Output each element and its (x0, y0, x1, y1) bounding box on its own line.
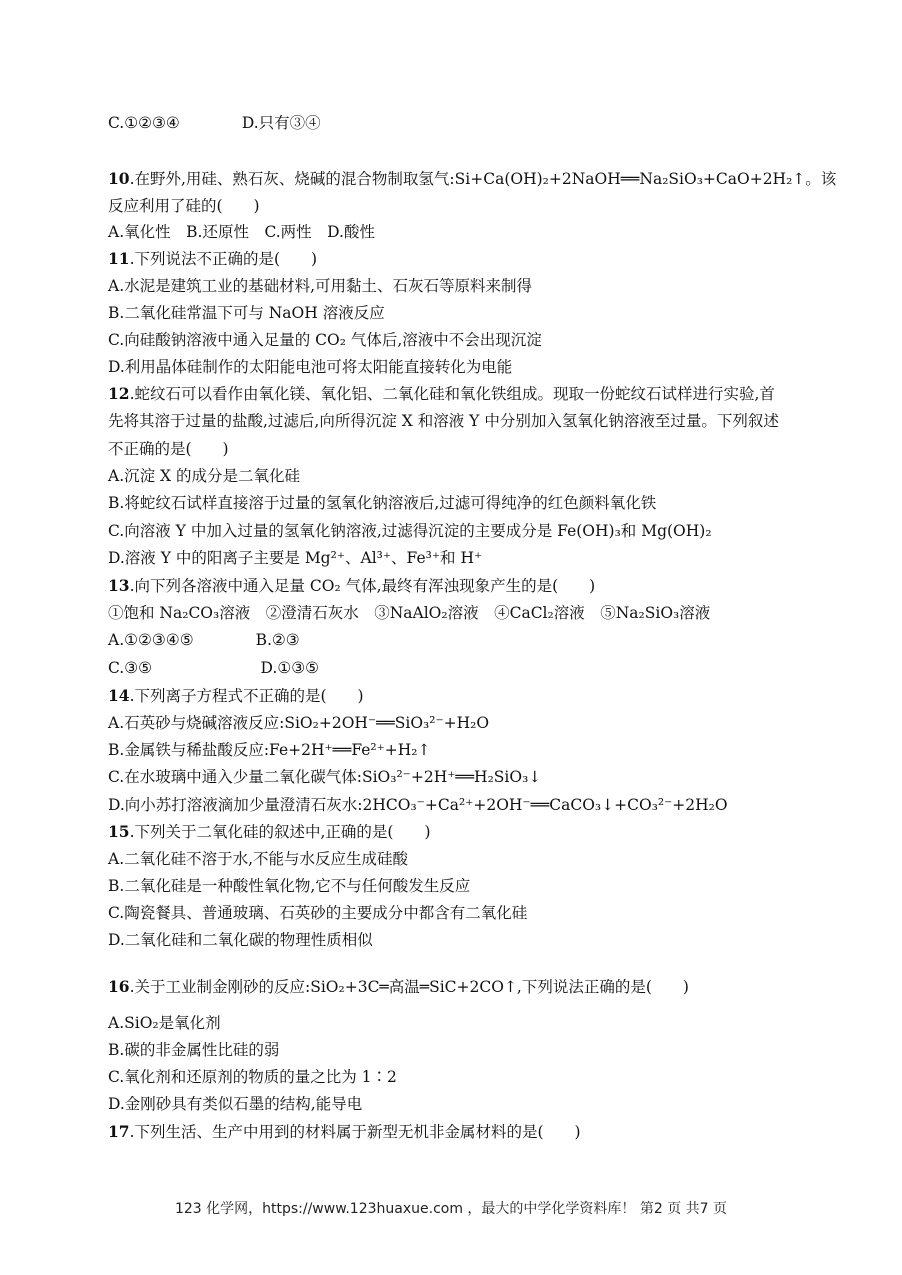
q10-stem-cont: 反应利用了硅的( ) (108, 197, 260, 215)
q10-stem: 10.在野外,用硅、熟石灰、烧碱的混合物制取氢气:Si+Ca(OH)₂+2NaOH══Na₂SiO₃+CaO+2H₂↑。该 (108, 169, 837, 188)
q15-option-d: D.二氧化硅和二氧化碳的物理性质相似 (108, 931, 373, 949)
q13-items: ①饱和 Na₂CO₃溶液 ②澄清石灰水 ③NaAlO₂溶液 ④CaCl₂溶液 ⑤Na₂SiO₃溶液 (108, 604, 711, 622)
q14-option-a: A.石英砂与烧碱溶液反应:SiO₂+2OH⁻══SiO₃²⁻+H₂O (108, 714, 490, 732)
q11-option-b: B.二氧化硅常温下可与 NaOH 溶液反应 (108, 304, 385, 322)
q11-option-c: C.向硅酸钠溶液中通入足量的 CO₂ 气体后,溶液中不会出现沉淀 (108, 331, 542, 349)
q12-stem-cont2: 不正确的是( ) (108, 440, 229, 458)
q16-option-a: A.SiO₂是氧化剂 (108, 1014, 221, 1032)
q16-stem: 16.关于工业制金刚砂的反应:SiO₂+3C═高温═SiC+2CO↑,下列说法正确的是( ) (108, 977, 689, 996)
q16-option-b: B.碳的非金属性比硅的弱 (108, 1041, 280, 1059)
q13-options-cd: C.③⑤ D.①③⑤ (108, 659, 320, 677)
q12-stem-cont1: 先将其溶于过量的盐酸,过滤后,向所得沉淀 X 和溶液 Y 中分别加入氢氧化钠溶液至过量。下列叙述 (108, 412, 779, 430)
q12-option-b: B.将蛇纹石试样直接溶于过量的氢氧化钠溶液后,过滤可得纯净的红色颜料氧化铁 (108, 494, 657, 512)
q15-stem: 15.下列关于二氧化硅的叙述中,正确的是( ) (108, 822, 431, 841)
q14-option-b: B.金属铁与稀盐酸反应:Fe+2H⁺══Fe²⁺+H₂↑ (108, 741, 431, 759)
q17-stem: 17.下列生活、生产中用到的材料属于新型无机非金属材料的是( ) (108, 1122, 581, 1141)
q12-option-c: C.向溶液 Y 中加入过量的氢氧化钠溶液,过滤得沉淀的主要成分是 Fe(OH)₃和 Mg(OH)₂ (108, 522, 712, 540)
q15-option-c: C.陶瓷餐具、普通玻璃、石英砂的主要成分中都含有二氧化硅 (108, 904, 528, 922)
q12-stem: 12.蛇纹石可以看作由氧化镁、氧化铝、二氧化硅和氧化铁组成。现取一份蛇纹石试样进行实验,首 (108, 384, 775, 403)
q11-option-a: A.水泥是建筑工业的基础材料,可用黏土、石灰石等原料来制得 (108, 277, 533, 295)
q11-stem: 11.下列说法不正确的是( ) (108, 249, 318, 268)
q16-option-c: C.氧化剂和还原剂的物质的量之比为 1∶2 (108, 1068, 397, 1086)
q13-options-ab: A.①②③④⑤ B.②③ (108, 631, 300, 649)
q12-option-d: D.溶液 Y 中的阳离子主要是 Mg²⁺、Al³⁺、Fe³⁺和 H⁺ (108, 549, 483, 567)
q14-option-d: D.向小苏打溶液滴加少量澄清石灰水:2HCO₃⁻+Ca²⁺+2OH⁻══CaCO₃↓+CO₃²⁻+2H₂O (108, 796, 728, 814)
q16-option-d: D.金刚砂具有类似石墨的结构,能导电 (108, 1095, 363, 1113)
q13-stem: 13.向下列各溶液中通入足量 CO₂ 气体,最终有浑浊现象产生的是( ) (108, 576, 596, 595)
q9-options-cd: C.①②③④ D.只有③④ (108, 114, 321, 132)
q14-option-c: C.在水玻璃中通入少量二氧化碳气体:SiO₃²⁻+2H⁺══H₂SiO₃↓ (108, 768, 542, 786)
page-footer: 123 化学网，https://www.123huaxue.com ，最大的中学化学资料库！ 第2 页 共7 页 (174, 1201, 728, 1217)
q14-stem: 14.下列离子方程式不正确的是( ) (108, 686, 364, 705)
q15-option-b: B.二氧化硅是一种酸性氧化物,它不与任何酸发生反应 (108, 877, 471, 895)
q10-options: A.氧化性 B.还原性 C.两性 D.酸性 (108, 223, 375, 241)
q11-option-d: D.利用晶体硅制作的太阳能电池可将太阳能直接转化为电能 (108, 358, 513, 376)
q12-option-a: A.沉淀 X 的成分是二氧化硅 (108, 467, 301, 485)
q15-option-a: A.二氧化硅不溶于水,不能与水反应生成硅酸 (108, 850, 409, 868)
